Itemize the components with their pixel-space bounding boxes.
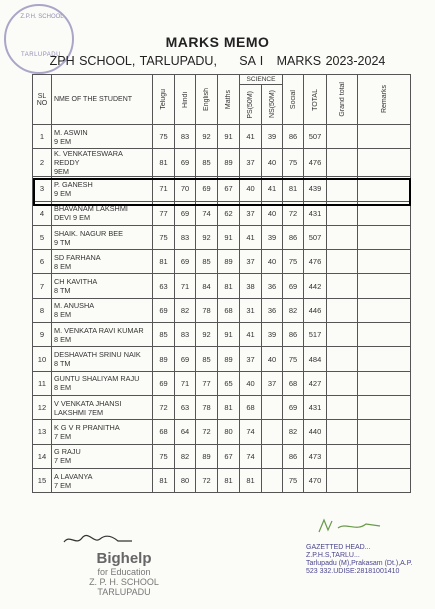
- row-social: 68: [283, 371, 304, 395]
- row-english: 89: [196, 444, 218, 468]
- page-title: MARKS MEMO: [165, 34, 270, 50]
- row-student-name: [52, 125, 153, 149]
- row-ps: 41: [240, 125, 262, 149]
- header-telugu-label: Telugu: [160, 89, 167, 110]
- row-grand-total: [327, 149, 358, 177]
- row-student-name: [52, 250, 153, 274]
- student-name-line-1: DESHAVATH SRINU NAIK: [54, 350, 141, 360]
- row-english: 92: [196, 225, 218, 249]
- row-remarks: [358, 395, 411, 419]
- student-class-line: 8 EM: [54, 310, 72, 320]
- row-english: 92: [196, 125, 218, 149]
- header-english: [196, 75, 218, 125]
- student-name-line-1: A LAVANYA: [54, 471, 93, 481]
- highlight-box: [33, 178, 411, 206]
- row-telugu: 69: [153, 371, 175, 395]
- header-total: [304, 75, 327, 125]
- row-remarks: [358, 250, 411, 274]
- row-sl: 9: [33, 323, 52, 347]
- row-social: 75: [283, 468, 304, 492]
- row-student-name: [52, 468, 153, 492]
- student-name-line-1: SD FARHANA: [54, 252, 101, 262]
- signature-left-scribble: [62, 532, 152, 548]
- table-row: [33, 420, 411, 444]
- row-english: 85: [196, 250, 218, 274]
- row-remarks: [358, 323, 411, 347]
- header-remarks: [358, 75, 411, 125]
- row-ps: 41: [240, 323, 262, 347]
- row-remarks: [358, 274, 411, 298]
- row-english: 77: [196, 371, 218, 395]
- row-student-name: [52, 347, 153, 371]
- bighelp-logo: [64, 550, 184, 597]
- row-social: 81: [283, 177, 304, 201]
- row-grand-total: [327, 125, 358, 149]
- table-row: [33, 468, 411, 492]
- table-row: [33, 125, 411, 149]
- row-ns: 39: [262, 125, 283, 149]
- row-total: 470: [304, 468, 327, 492]
- row-total: 476: [304, 250, 327, 274]
- row-remarks: [358, 444, 411, 468]
- row-remarks: [358, 298, 411, 322]
- row-grand-total: [327, 323, 358, 347]
- row-student-name: [52, 149, 153, 177]
- student-class-line: 7 EM: [54, 431, 72, 441]
- row-hindi: 71: [175, 274, 196, 298]
- row-hindi: 83: [175, 125, 196, 149]
- row-sl: 6: [33, 250, 52, 274]
- row-social: 86: [283, 125, 304, 149]
- row-total: 431: [304, 395, 327, 419]
- student-name-line-1: M. ANUSHA: [54, 301, 95, 311]
- row-hindi: 70: [175, 177, 196, 201]
- logo-line-2: Z. P. H. SCHOOL: [89, 577, 159, 587]
- header-ps: [240, 85, 262, 125]
- row-grand-total: [327, 274, 358, 298]
- row-ns: 39: [262, 225, 283, 249]
- row-english: 78: [196, 395, 218, 419]
- row-social: 75: [283, 347, 304, 371]
- signature-left: [62, 532, 152, 548]
- headmaster-seal: [306, 544, 426, 576]
- row-grand-total: [327, 468, 358, 492]
- header-sl: SL NO: [33, 75, 52, 125]
- row-telugu: 81: [153, 250, 175, 274]
- header-social-label: Social: [289, 89, 297, 110]
- row-hindi: 69: [175, 347, 196, 371]
- row-social: 69: [283, 395, 304, 419]
- row-telugu: 72: [153, 395, 175, 419]
- row-sl: 3: [33, 177, 52, 201]
- row-sl: 7: [33, 274, 52, 298]
- row-hindi: 80: [175, 468, 196, 492]
- header-grand-total-label: Grand total: [338, 82, 346, 117]
- header-name: NME OF THE STUDENT: [52, 75, 153, 125]
- row-ps: 81: [240, 468, 262, 492]
- header-english-label: English: [203, 88, 210, 111]
- row-social: 86: [283, 444, 304, 468]
- row-ps: 38: [240, 274, 262, 298]
- row-english: 78: [196, 298, 218, 322]
- row-student-name: [52, 420, 153, 444]
- student-class-line: 7 EM: [54, 456, 72, 466]
- row-student-name: [52, 371, 153, 395]
- row-english: 72: [196, 468, 218, 492]
- row-sl: 10: [33, 347, 52, 371]
- row-grand-total: [327, 444, 358, 468]
- row-hindi: 64: [175, 420, 196, 444]
- row-total: 473: [304, 444, 327, 468]
- row-ns: 39: [262, 323, 283, 347]
- student-class-line: 8 EM: [54, 334, 72, 344]
- student-name-line-1: M. ASWIN: [54, 127, 88, 137]
- row-english: 69: [196, 177, 218, 201]
- row-ns: 40: [262, 347, 283, 371]
- row-ns: 36: [262, 274, 283, 298]
- row-ns: 41: [262, 177, 283, 201]
- row-student-name: [52, 225, 153, 249]
- row-ns: 36: [262, 298, 283, 322]
- row-remarks: [358, 420, 411, 444]
- row-hindi: 71: [175, 371, 196, 395]
- row-maths: 91: [218, 323, 240, 347]
- student-class-line: 8 EM: [54, 383, 72, 393]
- row-ps: 37: [240, 250, 262, 274]
- student-class-line: 8 TM: [54, 359, 71, 369]
- row-maths: 80: [218, 420, 240, 444]
- header-remarks-label: Remarks: [380, 85, 388, 114]
- row-grand-total: [327, 371, 358, 395]
- row-ns: [262, 395, 283, 419]
- row-student-name: [52, 274, 153, 298]
- row-ps: 37: [240, 201, 262, 225]
- row-grand-total: [327, 225, 358, 249]
- header-maths: [218, 75, 240, 125]
- row-ps: 68: [240, 395, 262, 419]
- row-sl: 4: [33, 201, 52, 225]
- student-class-line: 9 EM: [54, 136, 72, 146]
- row-ps: 41: [240, 225, 262, 249]
- signature-right: [316, 516, 386, 536]
- seal-line-2: Z.P.H.S,TARLU...: [306, 552, 360, 559]
- row-hindi: 63: [175, 395, 196, 419]
- student-class-line: 7 EM: [54, 480, 72, 490]
- header-science: SCIENCE: [240, 75, 283, 85]
- row-maths: 81: [218, 395, 240, 419]
- table-row: [33, 250, 411, 274]
- header-social: [283, 75, 304, 125]
- row-maths: 67: [218, 444, 240, 468]
- header-maths-label: Maths: [225, 89, 232, 110]
- student-name-line-1: GUNTU SHALIYAM RAJU: [54, 374, 140, 384]
- row-grand-total: [327, 420, 358, 444]
- row-sl: 15: [33, 468, 52, 492]
- row-telugu: 63: [153, 274, 175, 298]
- row-english: 84: [196, 274, 218, 298]
- table-row: [33, 371, 411, 395]
- row-grand-total: [327, 298, 358, 322]
- row-ns: [262, 444, 283, 468]
- row-sl: 14: [33, 444, 52, 468]
- row-telugu: 77: [153, 201, 175, 225]
- logo-line-1: for Education: [97, 567, 151, 577]
- table-row: [33, 395, 411, 419]
- student-class-line: 9 EM: [54, 188, 72, 198]
- row-telugu: 85: [153, 323, 175, 347]
- row-social: 86: [283, 225, 304, 249]
- row-total: 517: [304, 323, 327, 347]
- row-sl: 1: [33, 125, 52, 149]
- header-ns: [262, 85, 283, 125]
- row-sl: 5: [33, 225, 52, 249]
- row-telugu: 75: [153, 125, 175, 149]
- seal-line-1: GAZETTED HEAD...: [306, 544, 371, 551]
- row-ps: 40: [240, 371, 262, 395]
- row-maths: 89: [218, 149, 240, 177]
- row-ps: 37: [240, 347, 262, 371]
- row-maths: 62: [218, 201, 240, 225]
- row-sl: 8: [33, 298, 52, 322]
- row-remarks: [358, 347, 411, 371]
- student-class-line: 8 TM: [54, 286, 71, 296]
- table-row: [33, 149, 411, 177]
- row-telugu: 81: [153, 149, 175, 177]
- row-english: 85: [196, 149, 218, 177]
- row-ps: 40: [240, 177, 262, 201]
- row-maths: 91: [218, 125, 240, 149]
- row-grand-total: [327, 347, 358, 371]
- row-social: 72: [283, 201, 304, 225]
- stamp-top-text: Z.P.H. SCHOOL: [20, 14, 64, 20]
- row-total: 507: [304, 225, 327, 249]
- row-sl: 12: [33, 395, 52, 419]
- row-total: 442: [304, 274, 327, 298]
- row-student-name: [52, 323, 153, 347]
- student-name-line-1: M. VENKATA RAVI KUMAR: [54, 325, 144, 335]
- row-ns: 40: [262, 201, 283, 225]
- row-total: 427: [304, 371, 327, 395]
- logo-line-3: TARLUPADU: [97, 587, 151, 597]
- student-name-line-1: SHAIK. NAGUR BEE: [54, 228, 123, 238]
- row-telugu: 75: [153, 444, 175, 468]
- row-telugu: 68: [153, 420, 175, 444]
- logo-main-text: Bighelp: [96, 550, 152, 567]
- row-remarks: [358, 149, 411, 177]
- row-total: 476: [304, 149, 327, 177]
- table-row: [33, 323, 411, 347]
- row-english: 92: [196, 323, 218, 347]
- header-total-label: TOTAL: [311, 88, 319, 111]
- row-student-name: [52, 395, 153, 419]
- row-ns: [262, 468, 283, 492]
- student-name-line-1: K. VENKATESWARA REDDY: [54, 149, 123, 168]
- row-ns: 37: [262, 371, 283, 395]
- row-hindi: 83: [175, 323, 196, 347]
- row-telugu: 81: [153, 468, 175, 492]
- row-maths: 89: [218, 250, 240, 274]
- row-maths: 67: [218, 177, 240, 201]
- page-subtitle: ZPH SCHOOL, TARLUPADU, SA I MARKS 2023-2024: [49, 54, 386, 68]
- row-sl: 13: [33, 420, 52, 444]
- row-maths: 81: [218, 274, 240, 298]
- student-class-line: LAKSHMI 7EM: [54, 407, 104, 417]
- row-hindi: 83: [175, 225, 196, 249]
- row-total: 446: [304, 298, 327, 322]
- row-maths: 81: [218, 468, 240, 492]
- row-student-name: [52, 298, 153, 322]
- row-sl: 2: [33, 149, 52, 177]
- marks-table: [32, 74, 411, 493]
- row-grand-total: [327, 250, 358, 274]
- row-student-name: [52, 444, 153, 468]
- header-hindi: [175, 75, 196, 125]
- table-row: [33, 225, 411, 249]
- row-telugu: 69: [153, 298, 175, 322]
- student-class-line: 8 EM: [54, 261, 72, 271]
- student-name-line-1: CH KAVITHA: [54, 277, 98, 287]
- table-row: [33, 274, 411, 298]
- row-maths: 65: [218, 371, 240, 395]
- student-class-line: 9EM: [54, 167, 70, 177]
- row-remarks: [358, 225, 411, 249]
- row-ps: 37: [240, 149, 262, 177]
- row-social: 75: [283, 149, 304, 177]
- table-row: [33, 444, 411, 468]
- row-english: 85: [196, 347, 218, 371]
- student-name-line-1: G RAJU: [54, 447, 81, 457]
- signature-right-scribble: [316, 516, 386, 536]
- row-sl: 11: [33, 371, 52, 395]
- row-remarks: [358, 371, 411, 395]
- header-telugu: [153, 75, 175, 125]
- row-social: 69: [283, 274, 304, 298]
- row-english: 74: [196, 201, 218, 225]
- row-ns: [262, 420, 283, 444]
- seal-line-3: Tarlupadu (M),Prakasam (Dt.),A.P.: [306, 560, 413, 567]
- row-social: 75: [283, 250, 304, 274]
- student-class-line: DEVI 9 EM: [54, 213, 91, 223]
- row-telugu: 89: [153, 347, 175, 371]
- student-name-line-1: V VENKATA JHANSI: [54, 398, 122, 408]
- row-grand-total: [327, 395, 358, 419]
- row-ps: 74: [240, 444, 262, 468]
- row-ns: 40: [262, 149, 283, 177]
- row-total: 439: [304, 177, 327, 201]
- row-ps: 31: [240, 298, 262, 322]
- row-hindi: 82: [175, 298, 196, 322]
- table-row: [33, 347, 411, 371]
- row-remarks: [358, 125, 411, 149]
- stamp-bottom-text: TARLUPADU: [21, 52, 61, 58]
- row-maths: 89: [218, 347, 240, 371]
- student-name-line-1: K G V R PRANITHA: [54, 422, 120, 432]
- row-hindi: 82: [175, 444, 196, 468]
- row-total: 431: [304, 201, 327, 225]
- row-remarks: [358, 468, 411, 492]
- row-maths: 91: [218, 225, 240, 249]
- row-social: 82: [283, 298, 304, 322]
- row-ns: 40: [262, 250, 283, 274]
- row-maths: 68: [218, 298, 240, 322]
- row-telugu: 75: [153, 225, 175, 249]
- header-ns-label: NS(50M): [268, 90, 276, 119]
- row-total: 507: [304, 125, 327, 149]
- header-ps-label: PS(50M): [247, 90, 254, 119]
- row-total: 484: [304, 347, 327, 371]
- row-hindi: 69: [175, 250, 196, 274]
- row-social: 86: [283, 323, 304, 347]
- row-telugu: 71: [153, 177, 175, 201]
- row-english: 72: [196, 420, 218, 444]
- student-name-line-1: P. GANESH: [54, 179, 93, 189]
- row-ps: 74: [240, 420, 262, 444]
- header-grand-total: [327, 75, 358, 125]
- header-hindi-label: Hindi: [181, 91, 189, 108]
- row-hindi: 69: [175, 149, 196, 177]
- student-name-line-1: BHAVANAM LAKSHMI: [54, 204, 128, 214]
- row-hindi: 69: [175, 201, 196, 225]
- table-row: [33, 298, 411, 322]
- seal-line-4: 523 332.UDISE:28181001410: [306, 568, 400, 575]
- row-social: 82: [283, 420, 304, 444]
- student-class-line: 9 TM: [54, 237, 71, 247]
- row-total: 440: [304, 420, 327, 444]
